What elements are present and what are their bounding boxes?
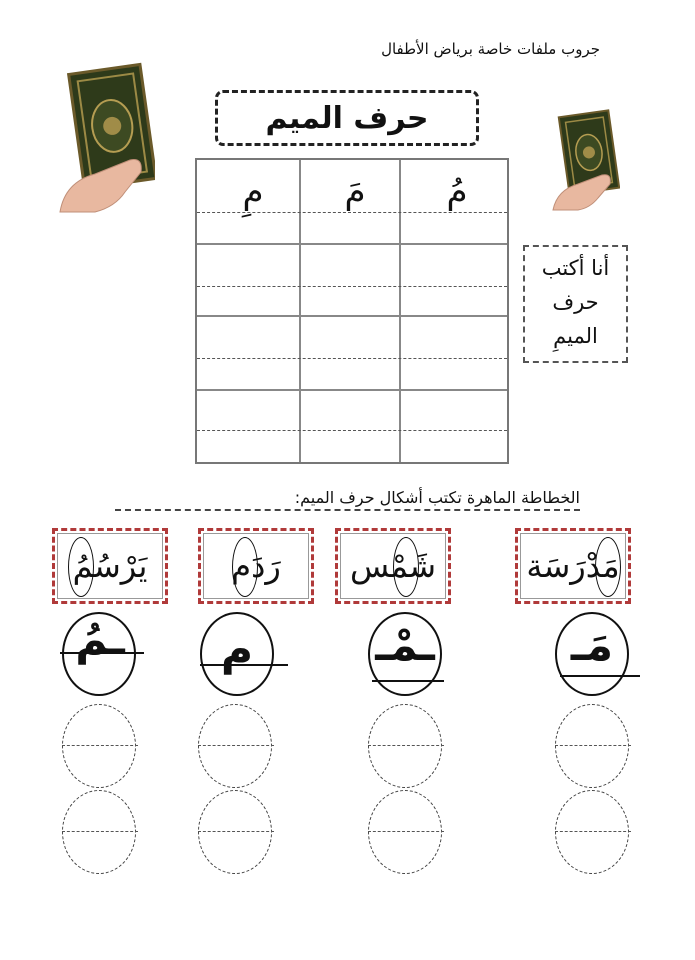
practice-circle[interactable] (62, 704, 136, 788)
word-box (515, 528, 631, 604)
word-text: مَدْرَسَة (526, 547, 620, 585)
word-box (198, 528, 314, 604)
side-note-box (523, 245, 628, 363)
side-note-line: أنا أكتب (541, 256, 610, 280)
letter-highlight-oval (68, 537, 94, 597)
instruction-text: الخطاطة الماهرة تكتب أشكال حرف الميم: (115, 488, 580, 511)
practice-guide-line (62, 745, 138, 746)
practice-guide-line (198, 745, 274, 746)
header-text: جروب ملفات خاصة برياض الأطفال (381, 40, 600, 58)
practice-circle[interactable] (368, 704, 442, 788)
title-box (215, 90, 479, 146)
word-text: يَرْسُمُ (72, 547, 148, 585)
practice-circle[interactable] (198, 790, 272, 874)
letter-highlight-oval (393, 537, 419, 597)
word-card (520, 533, 626, 599)
word-card (203, 533, 309, 599)
word-text: رَدَم (231, 547, 281, 585)
grid-guide-line (197, 430, 507, 431)
letter-highlight-oval (232, 537, 258, 597)
quran-hand-image-left (55, 62, 155, 217)
practice-circle[interactable] (555, 704, 629, 788)
grid-guide-line (197, 212, 507, 213)
letter-highlight-oval (595, 537, 621, 597)
grid-guide-line (197, 286, 507, 287)
practice-circle[interactable] (555, 790, 629, 874)
grid-row (197, 315, 507, 391)
word-box (52, 528, 168, 604)
practice-guide-line (368, 831, 444, 832)
practice-guide-line (198, 831, 274, 832)
practice-guide-line (555, 831, 631, 832)
word-card (57, 533, 163, 599)
practice-circle[interactable] (368, 790, 442, 874)
baseline (372, 680, 444, 682)
grid-row (197, 243, 507, 317)
practice-circle[interactable] (198, 704, 272, 788)
grid-letter-kasra: مِ (242, 172, 264, 212)
quran-hand-image-right (550, 108, 620, 213)
grid-guide-line (197, 358, 507, 359)
letter-form-initial: مَـ (570, 620, 614, 671)
word-box (335, 528, 451, 604)
practice-guide-line (368, 745, 444, 746)
word-card (340, 533, 446, 599)
title-text: حرف الميم (265, 100, 429, 136)
practice-guide-line (62, 831, 138, 832)
grid-letter-fatha: مَ (344, 172, 366, 212)
letter-practice-grid (195, 158, 509, 464)
letter-form-medial: ـمْـ (375, 620, 435, 671)
baseline (560, 675, 640, 677)
word-text: شَمْس (349, 547, 437, 585)
side-note-line: حرف (552, 290, 599, 314)
grid-letter-damma: مُ (446, 172, 468, 212)
side-note-line: الميمِ (553, 324, 598, 348)
practice-guide-line (555, 745, 631, 746)
practice-circle[interactable] (62, 790, 136, 874)
letter-form-isolated: م (220, 624, 254, 675)
letter-form-final: ـمُ (75, 614, 125, 665)
